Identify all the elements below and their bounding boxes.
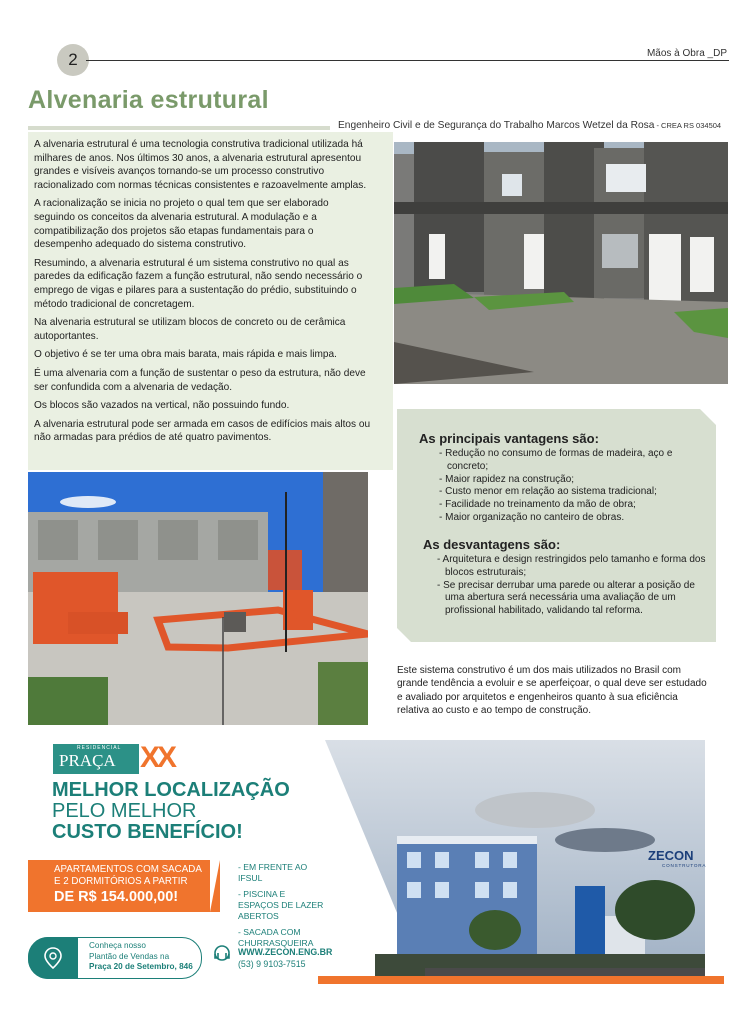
author-line: [338, 120, 721, 131]
list-item: - Se precisar derrubar uma parede ou alterar a posição de uma abertura será necessária uma avaliação de um profissional habilitado, validando tal reforma.: [437, 579, 695, 617]
advantages-box: [397, 409, 716, 642]
offer-line2: E 2 DORMITÓRIOS A PARTIR: [54, 875, 188, 887]
author-name: Engenheiro Civil e de Segurança do Trabalho Marcos Wetzel da Rosa: [338, 120, 655, 131]
list-item: - Custo menor em relação ao sistema tradicional;: [439, 486, 657, 498]
article-body: [34, 138, 372, 450]
townhouses-photo: [394, 142, 728, 384]
brand-name: PRAÇA: [59, 751, 116, 770]
disadvantages-section: [423, 537, 709, 618]
list-item: - Redução no consumo de formas de madeira, aço e concreto;: [439, 448, 673, 472]
building-render-image: [325, 740, 705, 980]
ad-headline: [52, 780, 290, 843]
location-pin-icon: [28, 937, 78, 979]
ad-contact: [238, 946, 332, 970]
list-item: - Maior organização no canteiro de obras.: [439, 511, 625, 523]
conclusion-text: Este sistema construtivo é um dos mais utilizados no Brasil com grande tendência a evoluir e se aperfeiçoar, o qual deve ser estudado e avaliado por arquitetos e engenheiros quanto à sua eficiência relativa ao custo e ao tempo de construção.: [397, 665, 707, 716]
advantages-title: As principais vantagens são:: [419, 431, 599, 446]
headline-line3: CUSTO BENEFÍCIO!: [52, 821, 243, 843]
website-link[interactable]: WWW.ZECON.ENG.BR: [238, 947, 333, 957]
visit-line1: Conheça nosso: [89, 941, 146, 950]
article-paragraph: Os blocos são vazados na vertical, não possuindo fundo.: [34, 400, 290, 412]
title-underline: [28, 126, 330, 130]
article-paragraph: A racionalização se inicia no projeto o qual tem que ser elaborado seguindo os conceitos da alvenaria estrutural. A modulação e a compatibilização dos projetos são etapas fundamentais para o desempenho adequado do sistema construtivo.: [34, 198, 329, 251]
zecon-logo: [648, 848, 706, 868]
sales-office-info: [28, 937, 202, 979]
zecon-advertisement: [28, 736, 724, 984]
ad-orange-stripe: [318, 976, 724, 984]
construction-photo: [28, 472, 368, 725]
offer-text: [54, 864, 202, 887]
builder-name: ZECON: [648, 848, 694, 863]
article-title: Alvenaria estrutural: [28, 86, 269, 114]
feature-item: - EM FRENTE AO IFSUL: [238, 862, 308, 883]
list-item: - Maior rapidez na construção;: [439, 473, 575, 485]
publication-name: Mãos à Obra _DP: [646, 48, 727, 59]
feature-item: - PISCINA E ESPAÇOS DE LAZER ABERTOS: [238, 889, 324, 921]
headline-line1: MELHOR LOCALIZAÇÃO: [52, 779, 290, 801]
brand-xx-mark: XX: [140, 741, 175, 774]
list-item: - Facilidade no treinamento da mão de obra;: [439, 499, 636, 511]
article-paragraph: Resumindo, a alvenaria estrutural é um sistema construtivo no qual as paredes da edificação fazem a função estrutural, não sendo necessário o emprego de vigas e pilares para a sustentação do prédio, substituindo o método tradicional de concretagem.: [34, 257, 363, 310]
brand-small: RESIDENCIAL: [77, 745, 122, 751]
visit-address: Praça 20 de Setembro, 846: [89, 962, 193, 971]
offer-price: DE R$ 154.000,00!: [54, 889, 179, 905]
offer-line1: APARTAMENTOS COM SACADA: [54, 864, 202, 875]
feature-item: - SACADA COM CHURRASQUEIRA: [238, 927, 314, 948]
phone-number: (53) 9 9103-7515: [238, 959, 306, 969]
page-number: 2: [57, 44, 89, 76]
disadvantages-title: As desvantagens são:: [423, 537, 561, 552]
phone-icon: [212, 944, 232, 971]
article-paragraph: A alvenaria estrutural é uma tecnologia construtiva tradicional utilizada há milhares de anos. Nos últimos 30 anos, a alvenaria estrutural apresentou grandes e visíveis avanços tornando-se um processo construtivo racionalizado com normas técnicas consistentes e razoavelmente amplas.: [34, 139, 367, 191]
advantages-section: [419, 431, 709, 525]
author-credential: - CREA RS 034504: [654, 121, 722, 130]
headline-line2: PELO MELHOR: [52, 800, 197, 822]
article-paragraph: É uma alvenaria com a função de sustentar o peso da estrutura, não deve ser confundida com a alvenaria de vedação.: [34, 367, 366, 393]
article-paragraph: O objetivo é se ter uma obra mais barata, mais rápida e mais limpa.: [34, 349, 337, 361]
list-item: - Arquitetura e design restringidos pelo tamanho e forma dos blocos estruturais;: [437, 554, 706, 578]
header-divider: [86, 60, 729, 61]
article-paragraph: A alvenaria estrutural pode ser armada em casos de edifícios mais altos ou não armadas para prédios de até quatro pavimentos.: [34, 418, 371, 444]
article-paragraph: Na alvenaria estrutural se utilizam blocos de concreto ou de cerâmica autoportantes.: [34, 317, 346, 342]
residencial-praca-logo: [53, 744, 139, 774]
advantages-list: [419, 448, 709, 525]
visit-text: [89, 941, 193, 973]
builder-sub: CONSTRUTORA: [662, 863, 707, 868]
visit-line2: Plantão de Vendas na: [89, 951, 170, 961]
price-offer: [28, 860, 220, 912]
disadvantages-list: [423, 554, 709, 618]
ad-features: [238, 862, 328, 949]
